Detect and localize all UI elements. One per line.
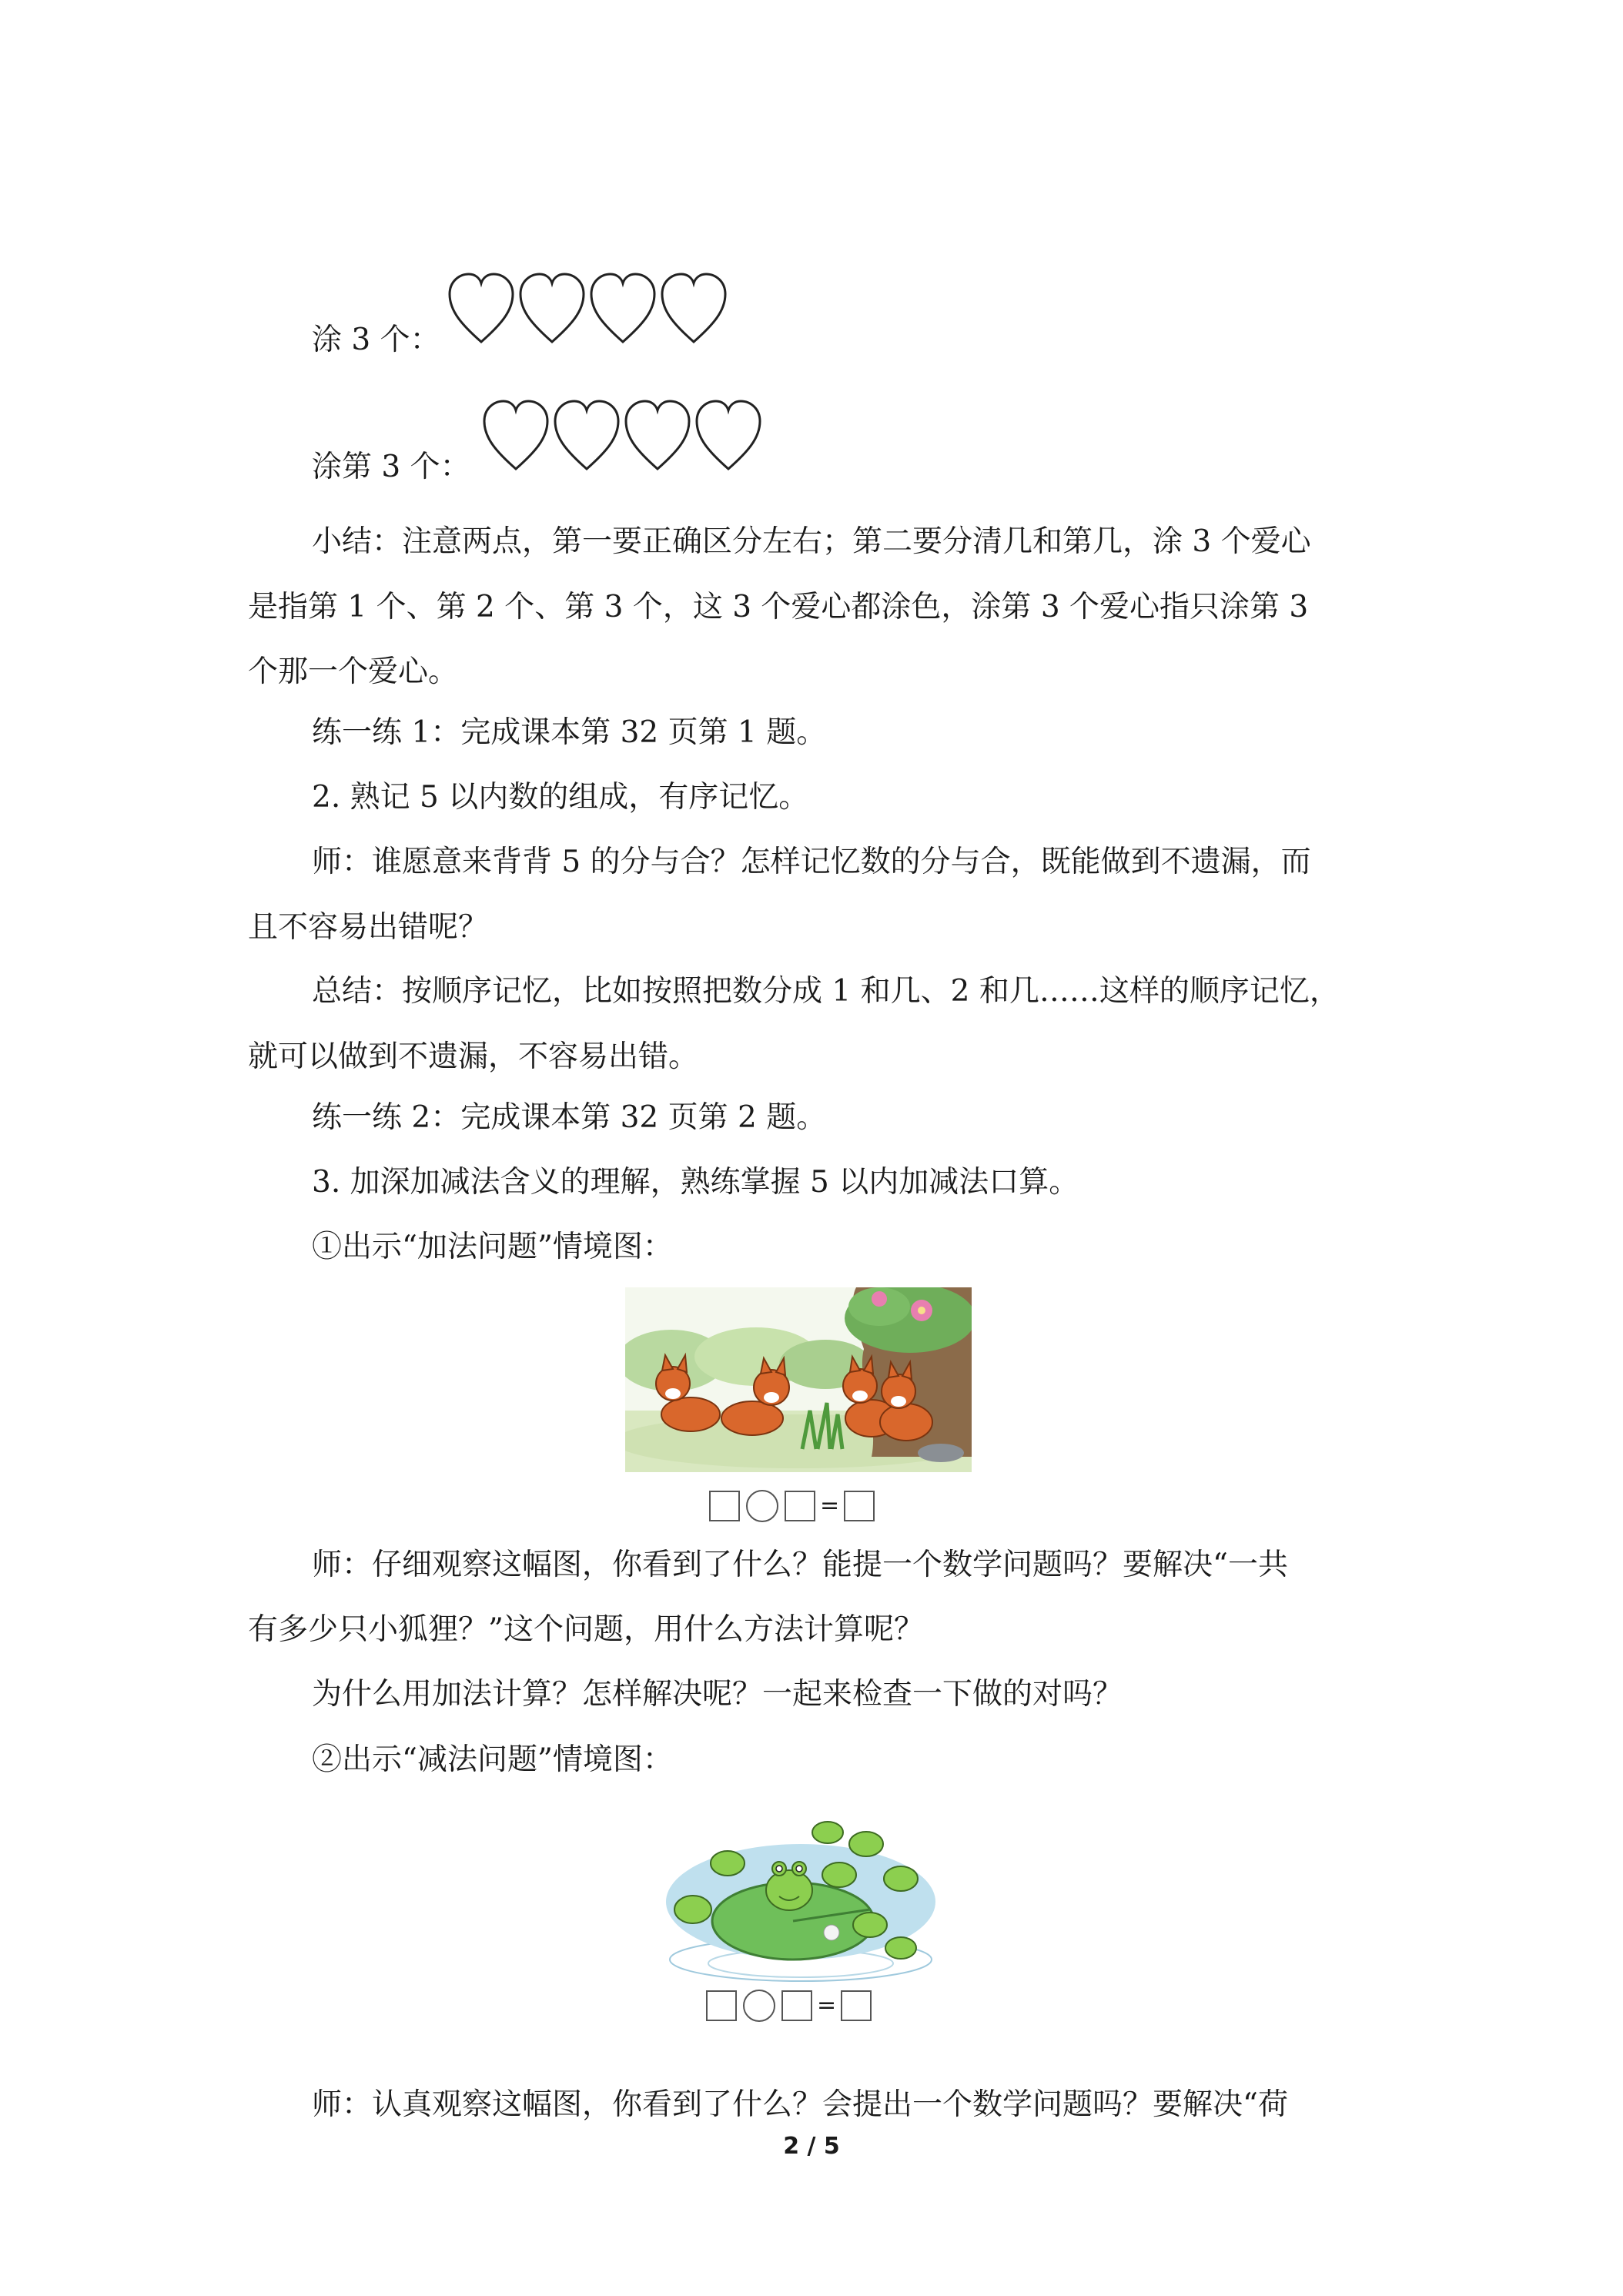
text-line-conclusion-b: 就可以做到不遗漏，不容易出错。 [248, 1039, 699, 1074]
heart-icon [591, 274, 654, 342]
text-line-teacher-1a: 师：谁愿意来背背 5 的分与合？怎样记忆数的分与合，既能做到不遗漏，而 [312, 845, 1311, 879]
text-line-show-subtraction: ②出示“减法问题”情境图： [312, 1742, 673, 1777]
heart-icon [484, 401, 547, 469]
text-line-summary-2: 是指第 1 个、第 2 个、第 3 个，这 3 个爱心都涂色，涂第 3 个爱心指只涂第 3 [248, 590, 1309, 624]
result-box[interactable] [841, 1990, 872, 2021]
hearts-row-paint-third [481, 398, 774, 475]
text-line-section-3: 3. 加深加减法含义的理解，熟练掌握 5 以内加减法口算。 [312, 1165, 1079, 1200]
heart-icon [626, 401, 689, 469]
fox-addition-illustration [625, 1287, 972, 1472]
equals-sign: = [820, 1492, 840, 1519]
answer-box[interactable] [785, 1491, 815, 1521]
hearts-row-paint-three [447, 271, 739, 348]
text-line-teacher-2b: 有多少只小狐狸？”这个问题，用什么方法计算呢？ [248, 1612, 924, 1647]
heart-icon [450, 274, 513, 342]
answer-box[interactable] [706, 1990, 737, 2021]
text-line-teacher-1b: 且不容易出错呢？ [248, 910, 489, 945]
text-line-paint-three: 涂 3 个： [312, 323, 440, 357]
heart-icon [520, 274, 584, 342]
text-line-teacher-2a: 师：仔细观察这幅图，你看到了什么？能提一个数学问题吗？要解决“一共 [312, 1548, 1288, 1582]
equals-sign: = [817, 1992, 837, 2019]
answer-box[interactable] [709, 1491, 740, 1521]
text-line-paint-third: 涂第 3 个： [312, 450, 470, 484]
heart-icon [662, 274, 725, 342]
heart-icon [555, 401, 618, 469]
text-line-teacher-3a: 师：认真观察这幅图，你看到了什么？会提出一个数学问题吗？要解决“荷 [312, 2087, 1288, 2122]
operator-circle[interactable] [743, 1990, 775, 2022]
text-line-conclusion-a: 总结：按顺序记忆，比如按照把数分成 1 和几、2 和几……这样的顺序记忆， [312, 974, 1340, 1009]
text-line-practice-1: 练一练 1：完成课本第 32 页第 1 题。 [312, 715, 827, 750]
text-line-section-2: 2. 熟记 5 以内数的组成，有序记忆。 [312, 780, 809, 815]
text-line-why-addition: 为什么用加法计算？怎样解决呢？一起来检查一下做的对吗？ [312, 1677, 1123, 1712]
heart-icon [697, 401, 760, 469]
equation-template-subtraction [706, 1990, 872, 2022]
operator-circle[interactable] [746, 1490, 778, 1522]
page-number: 2 / 5 [783, 2133, 840, 2160]
frog-subtraction-illustration [647, 1806, 955, 1986]
text-line-summary-1: 小结：注意两点，第一要正确区分左右；第二要分清几和第几，涂 3 个爱心 [312, 524, 1311, 559]
text-line-summary-3: 个那一个爱心。 [248, 654, 459, 689]
text-line-practice-2: 练一练 2：完成课本第 32 页第 2 题。 [312, 1100, 827, 1135]
text-line-show-addition: ①出示“加法问题”情境图： [312, 1230, 673, 1264]
answer-box[interactable] [781, 1990, 812, 2021]
result-box[interactable] [844, 1491, 875, 1521]
equation-template-addition [709, 1490, 875, 1522]
